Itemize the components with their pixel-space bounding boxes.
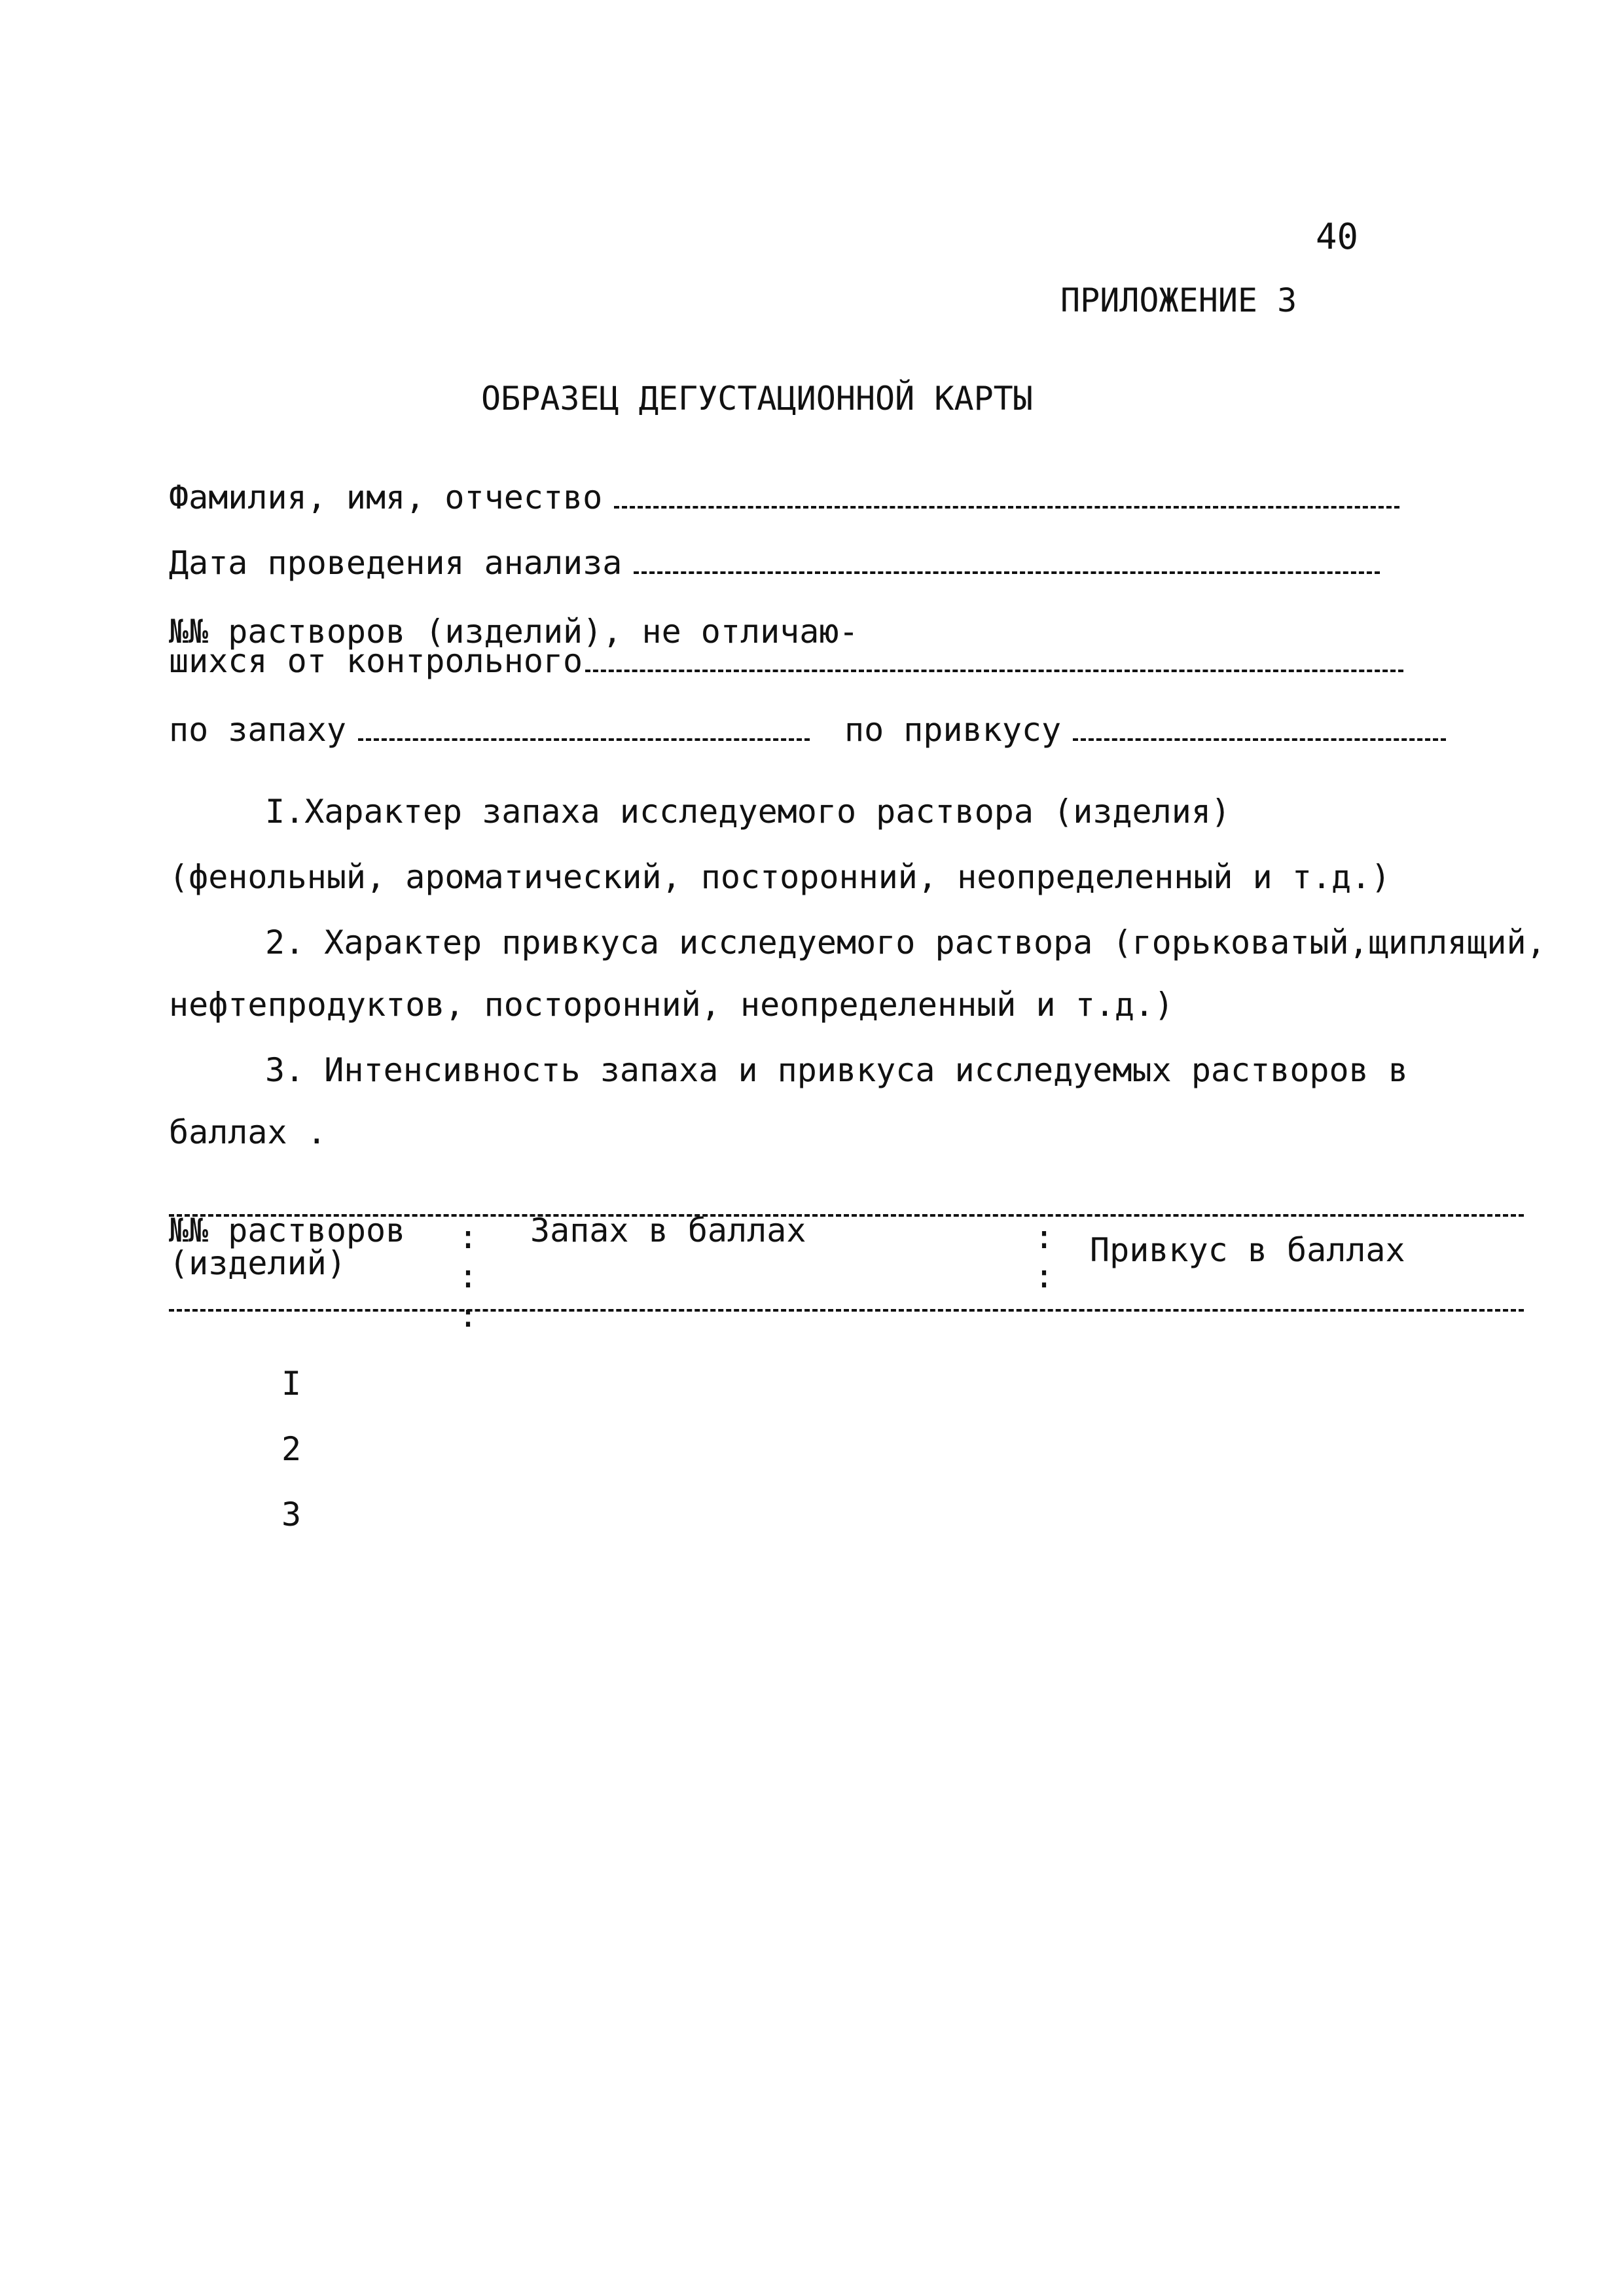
paragraph-3-line-2: баллах . (169, 1113, 327, 1151)
field-samples (169, 641, 1403, 681)
paragraph-2-line-1: 2. Характер привкуса исследуемого раствора (горьковатый,щиплящий, (265, 924, 1546, 961)
document-title: ОБРАЗЕЦ ДЕГУСТАЦИОННОЙ КАРТЫ (481, 380, 1033, 418)
page-number: 40 (1316, 216, 1359, 257)
paragraph-2-line-2: нефтепродуктов, посторонний, неопределенный и т.д.) (169, 986, 1174, 1024)
field-samples-line1: №№ растворов (изделий), не отличаю- (169, 613, 859, 651)
field-by-aftertaste-label: по привкусу (844, 711, 1062, 749)
table-header-aftertaste: Привкус в баллах (1090, 1231, 1405, 1269)
table-bottom-rule (169, 1309, 1524, 1312)
field-full-name (169, 478, 1399, 517)
table-row-number: 2 (281, 1430, 302, 1468)
appendix-label: ПРИЛОЖЕНИЕ 3 (1060, 281, 1297, 319)
field-analysis-date-label: Дата проведения анализа (169, 544, 623, 582)
table-header-samples-line-1: №№ растворов (169, 1211, 406, 1249)
paragraph-3-line-1: 3. Интенсивность запаха и привкуса исследуемых растворов в (265, 1051, 1408, 1089)
table-column-divider-2: : : (1034, 1218, 1055, 1295)
paragraph-1-line-1: I.Характер запаха исследуемого раствора (изделия) (265, 793, 1231, 831)
table-header-smell: Запах в баллах (530, 1211, 806, 1249)
field-analysis-date (169, 543, 1380, 583)
field-samples-label: шихся от контрольного (169, 642, 583, 680)
field-full-name-label: Фамилия, имя, отчество (169, 478, 603, 516)
field-by-smell-label: по запаху (169, 711, 346, 749)
field-by-aftertaste (844, 710, 1446, 749)
table-header-samples-line-2: (изделий) (169, 1244, 346, 1282)
field-by-aftertaste-blank (1073, 738, 1446, 741)
field-full-name-blank (614, 506, 1399, 509)
table-row-number: I (281, 1365, 302, 1403)
field-analysis-date-blank (634, 571, 1380, 574)
paragraph-1-line-2: (фенольный, ароматический, посторонний, неопределенный и т.д.) (169, 858, 1391, 896)
field-by-smell-blank (358, 738, 810, 741)
table-row-number: 3 (281, 1496, 302, 1534)
field-by-smell (169, 710, 810, 749)
table-column-divider-1: : : : (458, 1218, 478, 1335)
field-samples-blank (585, 670, 1403, 672)
